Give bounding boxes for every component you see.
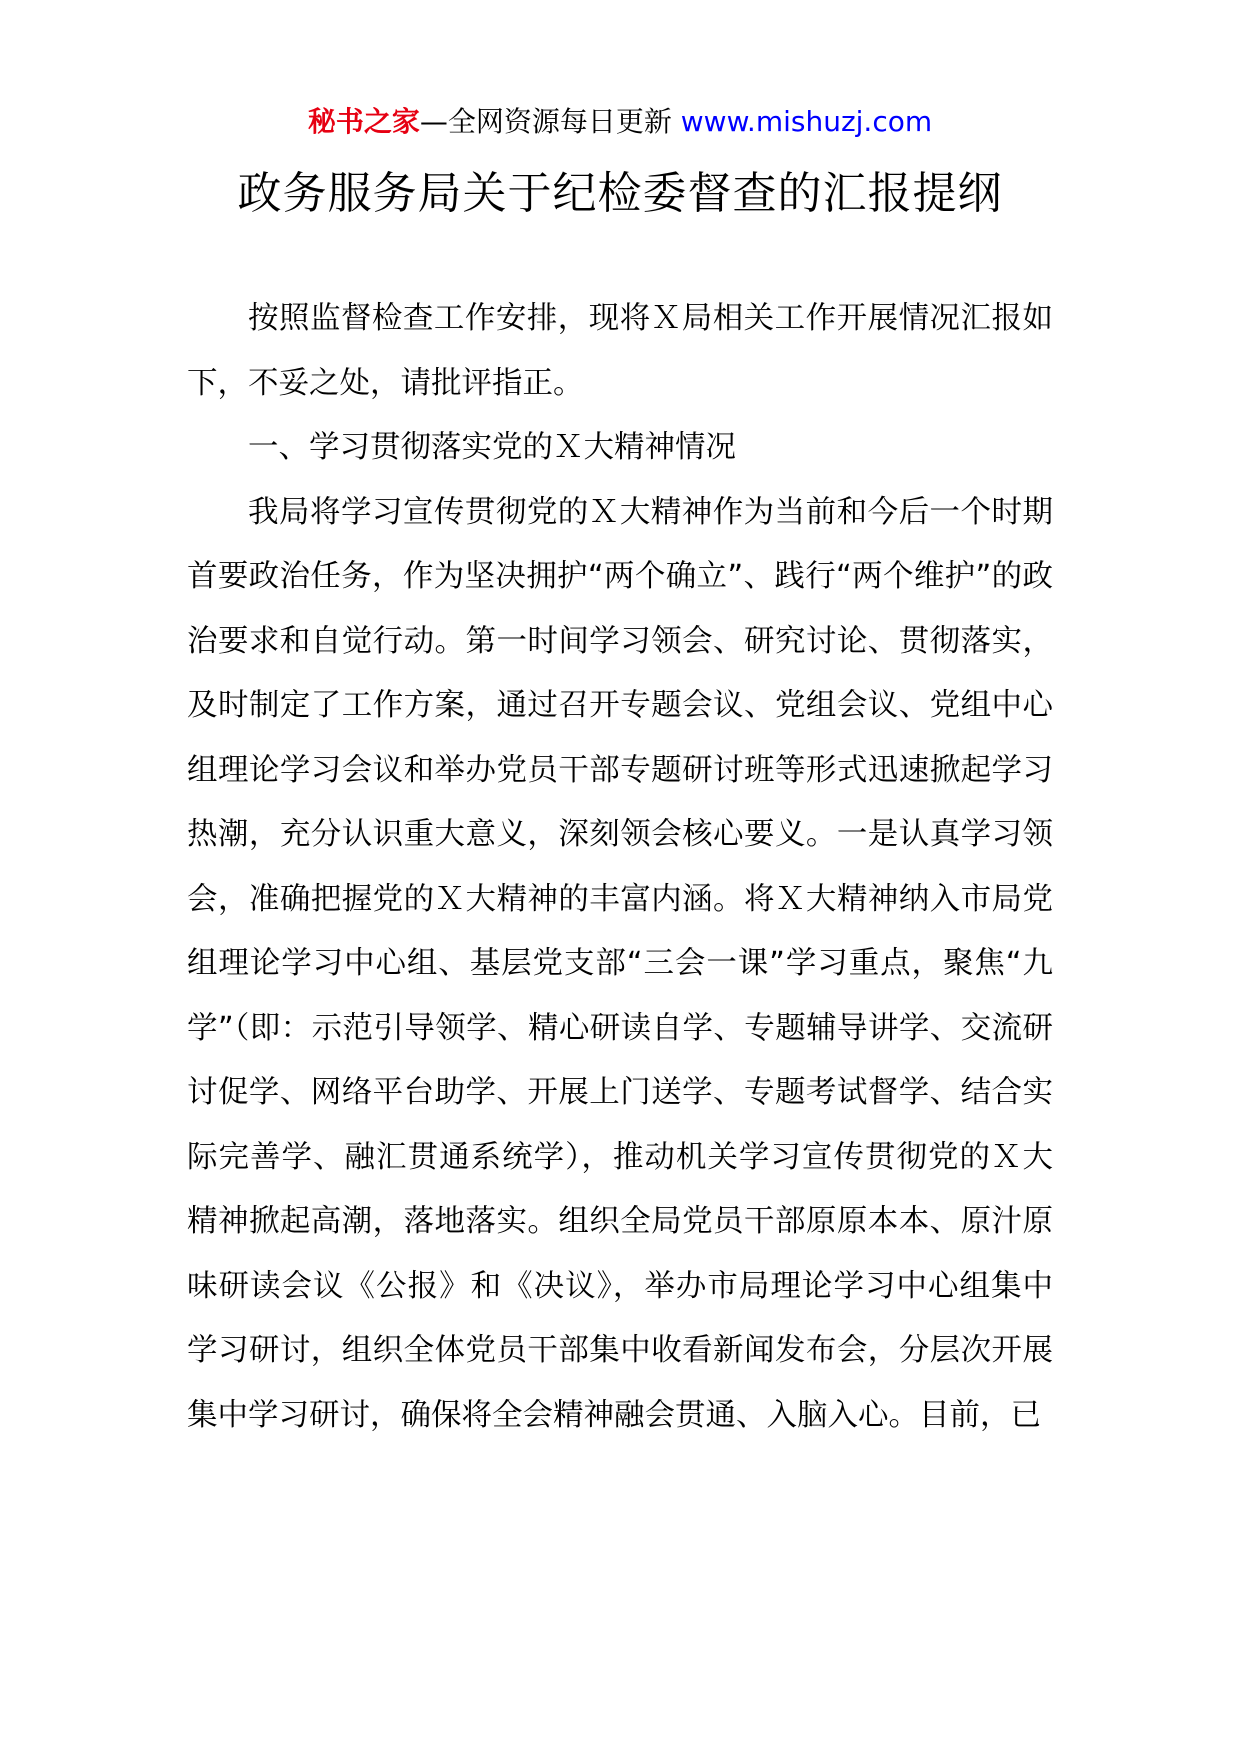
section-heading-1: 一、学习贯彻落实党的Ｘ大精神情况 [248, 430, 736, 465]
body-paragraph: 我局将学习宣传贯彻党的Ｘ大精神作为当前和今后一个时期首要政治任务，作为坚决拥护“两个确立”、践行“两个维护”的政治要求和自觉行动。第一时间学习领会、研究讨论、贯彻落实，及时制定了工作方案，通过召开专题会议、党组会议、党组中心组理论学习会议和举办党员干部专题研讨班等形式迅速掀起学习热潮，充分认识重大意义，深刻领会核心要义。一是认真学习领会，准确把握党的Ｘ大精神的丰富内涵。将Ｘ大精神纳入市局党组理论学习中心组、基层党支部“三会一课”学习重点，聚焦“九学”（即：示范引导领学、精心研读自学、专题辅导讲学、交流研讨促学、网络平台助学、开展上门送学、专题考试督学、结合实际完善学、融汇贯通系统学），推动机关学习宣传贯彻党的Ｘ大精神掀起高潮，落地落实。组织全局党员干部原原本本、原汁原味研读会议《公报》和《决议》，举办市局理论学习中心组集中学习研讨，组织全体党员干部集中收看新闻发布会，分层次开展集中学习研讨，确保将全会精神融会贯通、入脑入心。目前，已 [187, 494, 1053, 1433]
site-url-link[interactable]: www.mishuzj.com [680, 105, 933, 138]
brand-name: 秘书之家 [307, 105, 420, 138]
intro-paragraph: 按照监督检查工作安排，现将Ｘ局相关工作开展情况汇报如下，不妥之处，请批评指正。 [187, 301, 1053, 401]
header-slogan: —全网资源每日更新 [419, 105, 681, 138]
watermark-header [0, 104, 1240, 140]
document-title: 政务服务局关于纪检委督查的汇报提纲 [237, 168, 1003, 219]
document-body [187, 287, 1053, 1448]
